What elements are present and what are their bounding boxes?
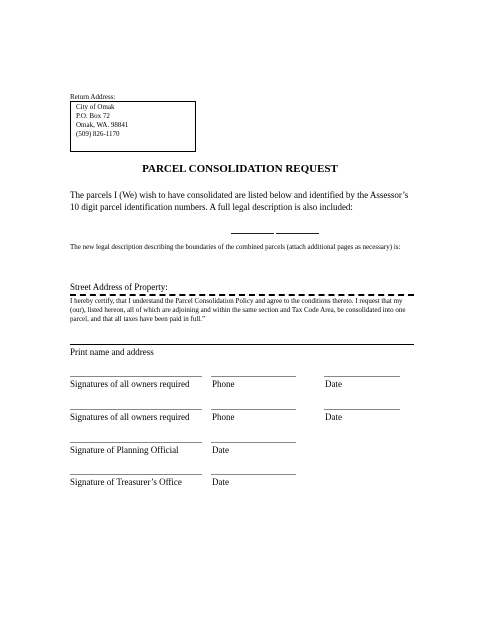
planning-date-line[interactable] — [211, 442, 296, 443]
phone-line[interactable] — [211, 409, 296, 410]
parcel-number-blank[interactable] — [231, 233, 274, 234]
phone-label: Phone — [212, 412, 235, 422]
return-address-line: P.O. Box 72 — [76, 112, 110, 120]
date-label: Date — [212, 477, 229, 487]
certification-text: I hereby certify, that I understand the Parcel Consolidation Policy and agree to the conditions thereto. I request that my (our), listed hereon, all of which are adjoining and within the same section and Tax Code Area, be consolidated into one parcel, and that all taxes have been paid in full.” — [70, 297, 406, 323]
owner-signature-label: Signatures of all owners required — [70, 379, 190, 389]
legal-description-note: The new legal description describing the boundaries of the combined parcels (attach additional pages as necessary) is: — [70, 243, 401, 251]
date-label: Date — [325, 412, 342, 422]
date-label: Date — [325, 379, 342, 389]
intro-paragraph: The parcels I (We) wish to have consolidated are listed below and identified by the Assessor’s 10 digit parcel identification numbers. A full legal description is also included: — [70, 190, 409, 212]
page-title: PARCEL CONSOLIDATION REQUEST — [142, 163, 338, 175]
owner-signature-label: Signatures of all owners required — [70, 412, 190, 422]
treasurer-signature-label: Signature of Treasurer’s Office — [70, 477, 182, 487]
phone-line[interactable] — [211, 376, 296, 377]
return-address-line: Omak, WA. 98841 — [76, 121, 129, 129]
return-address-box — [70, 101, 196, 152]
print-name-label: Print name and address — [70, 347, 154, 357]
return-address-label: Return Address: — [70, 93, 116, 101]
date-line[interactable] — [324, 376, 400, 377]
phone-label: Phone — [212, 379, 235, 389]
date-label: Date — [212, 445, 229, 455]
owner-signature-line[interactable] — [70, 376, 202, 377]
owner-signature-line[interactable] — [70, 409, 202, 410]
treasurer-signature-line[interactable] — [70, 474, 202, 475]
print-name-line[interactable] — [70, 344, 414, 345]
treasurer-date-line[interactable] — [211, 474, 296, 475]
parcel-number-blank[interactable] — [276, 233, 319, 234]
street-address-field[interactable] — [70, 294, 414, 296]
date-line[interactable] — [324, 409, 400, 410]
planning-signature-label: Signature of Planning Official — [70, 445, 179, 455]
return-address-line: (509) 826-1170 — [76, 130, 120, 138]
street-address-label: Street Address of Property: — [70, 282, 168, 292]
planning-signature-line[interactable] — [70, 442, 202, 443]
return-address-line: City of Omak — [76, 103, 115, 111]
